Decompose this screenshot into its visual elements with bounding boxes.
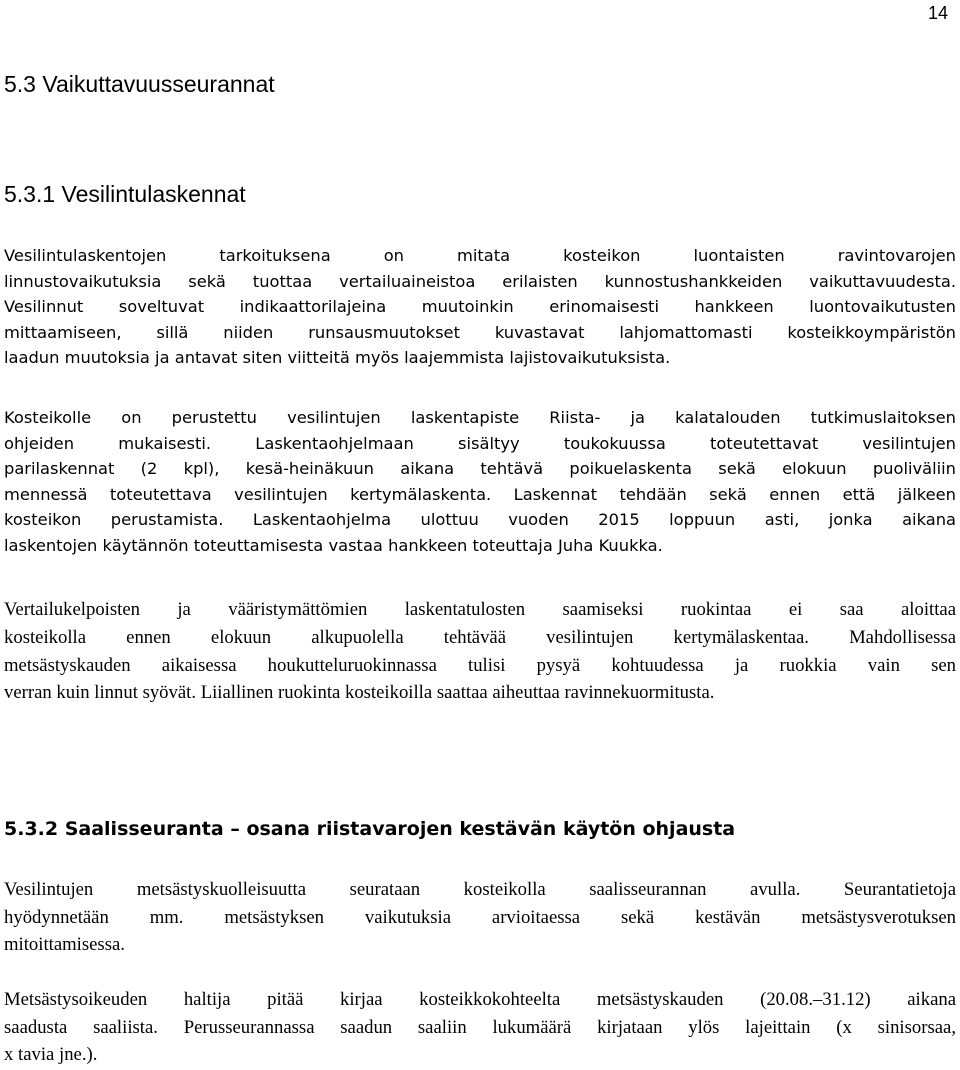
page-number: 14 [927,3,948,23]
text-line: Vesilinnut soveltuvat indikaattorilajeina muutoinkin erinomaisesti hankkeen luontovaikutusten [4,297,956,316]
text-line: Vertailukelpoisten ja vääristymättömien laskentatulosten saamiseksi ruokintaa ei saa aloittaa [4,599,956,620]
section-heading: 5.3 Vaikuttavuusseurannat [4,71,275,97]
paragraph-feeding [4,596,956,707]
text-line: Metsästysoikeuden haltija pitää kirjaa kosteikkokohteelta metsästyskauden (20.08.–31.12) aikana [4,989,956,1010]
text-line: kosteikolla ennen elokuun alkupuolella tehtävää vesilintujen kertymälaskentaa. Mahdollisessa [4,626,956,648]
text-line: saadusta saaliista. Perusseurannassa saadun saaliin lukumäärä kirjataan ylös lajeittain (x sinisorsaa, [4,1016,956,1038]
text-line: laadun muutoksia ja antavat siten viitteitä myös laajemmista lajistovaikutuksista. [4,348,671,367]
text-line: kosteikon perustamista. Laskentaohjelma ulottuu vuoden 2015 loppuun asti, jonka aikana [4,510,956,529]
text-line: verran kuin linnut syövät. Liiallinen ruokinta kosteikoilla saattaa aiheuttaa ravinnekuormitusta. [4,682,715,704]
paragraph-counting-point [4,405,956,558]
subsection-heading-saalisseuranta: 5.3.2 Saalisseuranta – osana riistavarojen kestävän käytön ohjausta [4,818,736,840]
text-line: metsästyskauden aikaisessa houkutteluruokinnassa tulisi pysyä kohtuudessa ja ruokkia vain sen [4,654,956,676]
text-line: ohjeiden mukaisesti. Laskentaohjelmaan sisältyy toukokuussa toteutettavat vesilintujen [4,433,956,453]
text-line: mennessä toteutettava vesilintujen kertymälaskenta. Laskennat tehdään sekä ennen että jälkeen [4,484,956,504]
text-line: hyödynnetään mm. metsästyksen vaikutuksia arvioitaessa sekä kestävän metsästysverotuksen [4,906,956,928]
text-line: Vesilintulaskentojen tarkoituksena on mitata kosteikon luontaisten ravintovarojen [4,246,956,265]
paragraph-purpose [4,243,956,371]
paragraph-harvest-monitoring [4,876,956,959]
text-line: Kosteikolle on perustettu vesilintujen laskentapiste Riista- ja kalatalouden tutkimuslaitoksen [4,408,956,427]
text-line: laskentojen käytännön toteuttamisesta vastaa hankkeen toteuttaja Juha Kuukka. [4,535,663,555]
text-line: mitoittamisessa. [4,934,125,955]
subsection-heading-vesilintulaskennat: 5.3.1 Vesilintulaskennat [4,181,246,207]
text-line: mittaamiseen, sillä niiden runsausmuutokset kuvastavat lahjomattomasti kosteikkoympäristön [4,322,956,342]
text-line: linnustovaikutuksia sekä tuottaa vertailuaineistoa erilaisten kunnostushankkeiden vaikuttavuudesta. [4,271,956,291]
text-line: Vesilintujen metsästyskuolleisuutta seurataan kosteikolla saalisseurannan avulla. Seurantatietoja [4,879,956,900]
text-line: parilaskennat (2 kpl), kesä-heinäkuun aikana tehtävä poikuelaskenta sekä elokuun puoliväliin [4,459,956,478]
text-line: x tavia jne.). [4,1044,98,1065]
paragraph-bag-records [4,986,956,1069]
